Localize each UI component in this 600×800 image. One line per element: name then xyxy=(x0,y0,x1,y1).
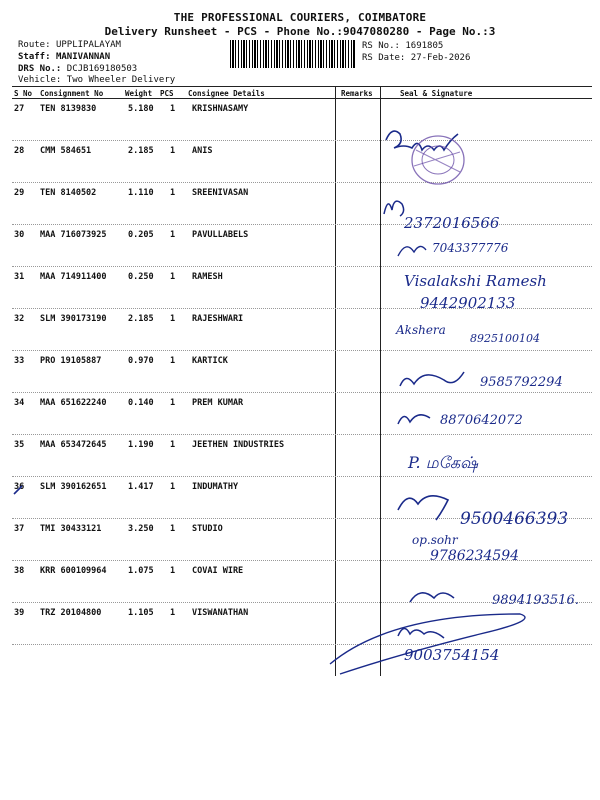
rs-no-line xyxy=(362,41,443,51)
remarks-divider xyxy=(335,86,336,676)
signature-divider xyxy=(380,86,381,676)
row-sno: 39 xyxy=(14,608,25,618)
row-weight: 0.205 xyxy=(128,230,154,240)
row-consignment: PRO 19105887 xyxy=(40,356,102,366)
phone-32: 8925100104 xyxy=(470,332,540,345)
row-consignee: PREM KUMAR xyxy=(192,398,244,408)
stamp-27-marks xyxy=(414,150,460,172)
row-separator xyxy=(12,350,592,351)
phone-30: 7043377776 xyxy=(432,241,509,255)
row-sno: 27 xyxy=(14,104,25,114)
row-sno: 32 xyxy=(14,314,25,324)
row-consignee: RAJESHWARI xyxy=(192,314,244,324)
row-sno: 28 xyxy=(14,146,25,156)
row-separator xyxy=(12,140,592,141)
row-sno: 29 xyxy=(14,188,25,198)
row-weight: 2.185 xyxy=(128,146,154,156)
row-consignee: ANIS xyxy=(192,146,213,156)
row-consignee: INDUMATHY xyxy=(192,482,239,492)
signature-35: P. மகேஷ் xyxy=(408,453,479,472)
row-weight: 1.105 xyxy=(128,608,154,618)
row-sno: 30 xyxy=(14,230,25,240)
drs-line xyxy=(18,64,137,74)
row-separator xyxy=(12,392,592,393)
route-label: Route: xyxy=(18,40,51,50)
row-consignment: MAA 714911400 xyxy=(40,272,107,282)
row-consignment: KRR 600109964 xyxy=(40,566,107,576)
row-pcs: 1 xyxy=(170,230,176,240)
col-weight: Weight xyxy=(125,89,153,98)
col-sno: S No xyxy=(14,89,33,98)
col-remarks: Remarks xyxy=(341,89,373,98)
row-sno: 31 xyxy=(14,272,25,282)
row-separator xyxy=(12,518,592,519)
signature-36 xyxy=(398,496,448,520)
runsheet-subtitle: Delivery Runsheet - PCS - Phone No.:9047080280 - Page No.:3 xyxy=(104,25,496,38)
row-weight: 0.250 xyxy=(128,272,154,282)
staff-label: Staff: xyxy=(18,52,51,62)
row-consignee: PAVULLABELS xyxy=(192,230,249,240)
row-pcs: 1 xyxy=(170,482,176,492)
row-separator xyxy=(12,644,592,645)
drs-value: DCJB169180503 xyxy=(66,64,138,74)
row-pcs: 1 xyxy=(170,566,176,576)
row-consignee: COVAI WIRE xyxy=(192,566,244,576)
rs-no-value: 1691805 xyxy=(405,41,444,51)
row-pcs: 1 xyxy=(170,398,176,408)
row-weight: 1.110 xyxy=(128,188,154,198)
row-sno: 34 xyxy=(14,398,25,408)
signature-29 xyxy=(384,201,404,216)
row-consignee: SREENIVASAN xyxy=(192,188,249,198)
row-consignee: STUDIO xyxy=(192,524,223,534)
phone-29: 2372016566 xyxy=(404,214,500,232)
row-consignment: TEN 8139830 xyxy=(40,104,97,114)
row-separator xyxy=(12,266,592,267)
row-separator xyxy=(12,182,592,183)
vehicle-label: Vehicle: xyxy=(18,75,62,85)
row-consignee: KRISHNASAMY xyxy=(192,104,249,114)
row-sno: 37 xyxy=(14,524,25,534)
vehicle-line xyxy=(18,75,175,85)
rs-date-label: RS Date: xyxy=(362,53,406,63)
row-consignment: MAA 651622240 xyxy=(40,398,107,408)
row-pcs: 1 xyxy=(170,146,176,156)
col-signature: Seal & Signature xyxy=(400,89,473,98)
row-weight: 0.140 xyxy=(128,398,154,408)
row-pcs: 1 xyxy=(170,524,176,534)
staff-line xyxy=(18,52,110,62)
route-line xyxy=(18,40,121,50)
rs-date-value: 27-Feb-2026 xyxy=(410,53,471,63)
row-weight: 5.180 xyxy=(128,104,154,114)
stamp-27-outer xyxy=(412,136,464,184)
table-top-border xyxy=(12,86,592,87)
name-32: Akshera xyxy=(396,323,446,337)
phone-39: 9003754154 xyxy=(404,646,500,664)
row-consignment: MAA 716073925 xyxy=(40,230,107,240)
row-pcs: 1 xyxy=(170,188,176,198)
row-pcs: 1 xyxy=(170,272,176,282)
row-consignee: VISWANATHAN xyxy=(192,608,249,618)
row-consignment: SLM 390173190 xyxy=(40,314,107,324)
row-pcs: 1 xyxy=(170,104,176,114)
row-consignee: JEETHEN INDUSTRIES xyxy=(192,440,285,450)
row-consignment: SLM 390162651 xyxy=(40,482,107,492)
row-weight: 1.417 xyxy=(128,482,154,492)
row-weight: 3.250 xyxy=(128,524,154,534)
row-pcs: 1 xyxy=(170,440,176,450)
row-pcs: 1 xyxy=(170,314,176,324)
row-consignment: MAA 653472645 xyxy=(40,440,107,450)
phone-33: 9585792294 xyxy=(480,375,563,390)
row-separator xyxy=(12,476,592,477)
row-weight: 1.075 xyxy=(128,566,154,576)
row-weight: 0.970 xyxy=(128,356,154,366)
col-pcs: PCS xyxy=(160,89,174,98)
row-consignment: TMI 30433121 xyxy=(40,524,102,534)
signature-33 xyxy=(400,372,464,386)
row-sno: 33 xyxy=(14,356,25,366)
row-separator xyxy=(12,602,592,603)
phone-31: 9442902133 xyxy=(420,294,516,312)
phone-38: 9894193516. xyxy=(492,593,579,608)
row-sno: 36 xyxy=(14,482,25,492)
table-header-border xyxy=(12,98,592,99)
row-sno: 38 xyxy=(14,566,25,576)
row-consignment: TEN 8140502 xyxy=(40,188,97,198)
stamp-27-inner xyxy=(422,146,454,174)
row-separator xyxy=(12,560,592,561)
barcode-image xyxy=(230,40,356,68)
rs-no-label: RS No.: xyxy=(362,41,400,51)
row-consignment: CMM 584651 xyxy=(40,146,92,156)
row-consignee: KARTICK xyxy=(192,356,228,366)
col-consignment: Consignment No xyxy=(40,89,104,98)
row-separator xyxy=(12,308,592,309)
row-pcs: 1 xyxy=(170,356,176,366)
drs-label: DRS No.: xyxy=(18,64,62,74)
rs-date-line xyxy=(362,53,470,63)
row-pcs: 1 xyxy=(170,608,176,618)
name-31: Visalakshi Ramesh xyxy=(404,272,547,290)
row-sno: 35 xyxy=(14,440,25,450)
signature-34 xyxy=(398,415,430,424)
row-weight: 1.190 xyxy=(128,440,154,450)
name-37: op.sohr xyxy=(412,533,458,547)
staff-value: MANIVANNAN xyxy=(55,52,111,62)
row-weight: 2.185 xyxy=(128,314,154,324)
col-consignee: Consignee Details xyxy=(188,89,265,98)
signature-30 xyxy=(398,246,426,256)
phone-34: 8870642072 xyxy=(440,413,523,428)
company-title: THE PROFESSIONAL COURIERS, COIMBATORE xyxy=(173,11,427,24)
signature-39 xyxy=(398,628,444,638)
row-consignment: TRZ 20104800 xyxy=(40,608,102,618)
vehicle-value: Two Wheeler Delivery xyxy=(66,75,176,85)
row-consignee: RAMESH xyxy=(192,272,223,282)
phone-37: 9786234594 xyxy=(430,548,520,564)
route-value: UPPLIPALAYAM xyxy=(55,40,121,50)
row-separator xyxy=(12,224,592,225)
row-separator xyxy=(12,434,592,435)
signature-38 xyxy=(410,593,454,602)
phone-36: 9500466393 xyxy=(460,509,569,529)
